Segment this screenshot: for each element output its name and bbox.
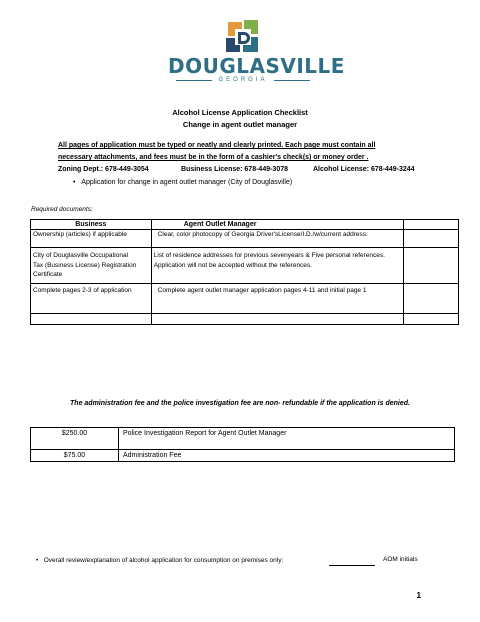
required-documents-label: Required documents:: [31, 206, 93, 213]
header-check-column: [404, 220, 459, 230]
fee-amount: $250.00: [31, 428, 119, 450]
logo-subtitle: GEORGIA: [218, 77, 268, 83]
fee-table: [30, 427, 455, 462]
agent-cell: Clear, color photocopy of Georgia Driver'sLicense/I.D./w/current address.: [151, 230, 403, 248]
document-title: Alcohol License Application Checklist: [172, 108, 308, 117]
application-bullet-text: Application for change in agent outlet manager (City of Douglasville): [81, 179, 293, 186]
notice-line-1: All pages of application must be typed or neatly and clearly printed. Each page must contain all: [58, 142, 376, 149]
check-cell[interactable]: [404, 230, 459, 248]
review-line: [36, 557, 283, 564]
table-header-row: [31, 220, 459, 230]
business-cell: [31, 314, 152, 325]
document-subtitle: Change in agent outlet manager: [182, 120, 298, 129]
fee-row: [31, 450, 455, 462]
agent-cell: [151, 314, 403, 325]
notice-line-2: necessary attachments, and fees must be in the form of a cashier's check(s) or money order .: [58, 154, 369, 161]
fee-row: [31, 428, 455, 450]
fee-amount: $75.00: [31, 450, 119, 462]
check-cell[interactable]: [404, 248, 459, 284]
check-cell[interactable]: [404, 284, 459, 314]
table-row: [31, 248, 459, 284]
table-row: [31, 284, 459, 314]
logo-wordmark: DOUGLASVILLE: [168, 54, 345, 78]
bullet-icon: •: [36, 557, 39, 564]
business-cell: City of Douglasville Occupational Tax (Business License) Registration Certificate: [31, 248, 152, 284]
alcohol-license-contact: Alcohol License: 678-449-3244: [313, 166, 415, 173]
table-row: [31, 314, 459, 325]
check-cell[interactable]: [404, 314, 459, 325]
bullet-icon: •: [73, 179, 76, 186]
agent-cell: Complete agent outlet manager application pages 4-11 and initial page 1: [151, 284, 403, 314]
aom-initials-label: AOM initials: [383, 556, 418, 563]
table-row: [31, 230, 459, 248]
application-bullet: [73, 179, 292, 186]
header-agent-outlet-manager: Agent Outlet Manager: [151, 220, 403, 230]
nonrefundable-note: The administration fee and the police investigation fee are non- refundable if the application is denied.: [70, 400, 410, 407]
required-documents-table: [30, 219, 459, 325]
business-cell: Complete pages 2-3 of application: [31, 284, 152, 314]
logo-rule-right: [274, 80, 310, 81]
zoning-contact: Zoning Dept.: 678-449-3054: [58, 166, 149, 173]
agent-cell: List of residence addresses for previous sevenyears & Five personal references. Application will not be accepted without the references.: [151, 248, 403, 284]
initials-blank[interactable]: [329, 565, 375, 566]
review-line-text: Overall review/explanation of alcohol application for consumption on premises only:: [43, 557, 284, 564]
douglasville-logo: [168, 20, 345, 90]
fee-description: Administration Fee: [119, 450, 455, 462]
logo-emblem-icon: [226, 20, 260, 54]
page-number: 1: [416, 591, 421, 600]
business-cell: Ownership (articles) if applicable: [31, 230, 152, 248]
header-business: Business: [31, 220, 152, 230]
fee-description: Police Investigation Report for Agent Outlet Manager: [119, 428, 455, 450]
business-license-contact: Business License: 678-449-3078: [181, 166, 289, 173]
